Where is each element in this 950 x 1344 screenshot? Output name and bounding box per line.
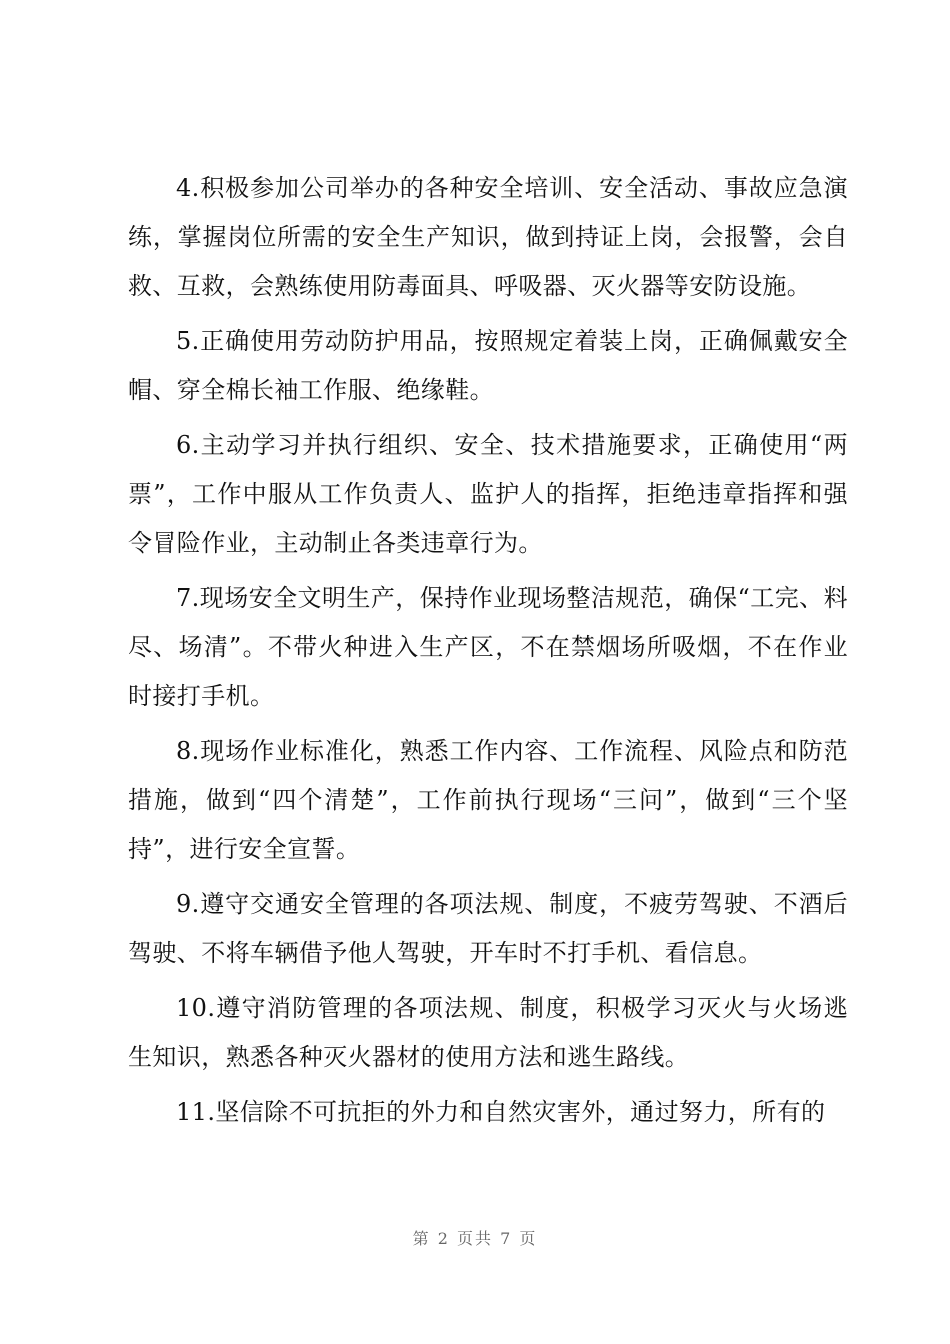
document-body — [128, 164, 848, 1143]
paragraph-item-9: 9.遵守交通安全管理的各项法规、制度，不疲劳驾驶、不酒后驾驶、不将车辆借予他人驾驶，开车时不打手机、看信息。 — [128, 890, 848, 967]
paragraph-item-7: 7.现场安全文明生产，保持作业现场整洁规范，确保“工完、料尽、场清”。不带火种进入生产区，不在禁烟场所吸烟，不在作业时接打手机。 — [128, 584, 848, 710]
paragraph-item-5: 5.正确使用劳动防护用品，按照规定着装上岗，正确佩戴安全帽、穿全棉长袖工作服、绝缘鞋。 — [128, 327, 848, 404]
paragraph-item-11: 11.坚信除不可抗拒的外力和自然灾害外，通过努力，所有的 — [176, 1098, 826, 1126]
paragraph-item-10: 10.遵守消防管理的各项法规、制度，积极学习灭火与火场逃生知识，熟悉各种灭火器材的使用方法和逃生路线。 — [128, 994, 848, 1071]
paragraph-item-6: 6.主动学习并执行组织、安全、技术措施要求，正确使用“两票”，工作中服从工作负责人、监护人的指挥，拒绝违章指挥和强令冒险作业，主动制止各类违章行为。 — [128, 431, 848, 557]
page-number-footer: 第 2 页共 7 页 — [412, 1229, 538, 1248]
paragraph-item-8: 8.现场作业标准化，熟悉工作内容、工作流程、风险点和防范措施，做到“四个清楚”，工作前执行现场“三问”，做到“三个坚持”，进行安全宣誓。 — [128, 737, 848, 863]
paragraph-item-4: 4.积极参加公司举办的各种安全培训、安全活动、事故应急演练，掌握岗位所需的安全生产知识，做到持证上岗，会报警，会自救、互救，会熟练使用防毒面具、呼吸器、灭火器等安防设施。 — [128, 174, 848, 300]
